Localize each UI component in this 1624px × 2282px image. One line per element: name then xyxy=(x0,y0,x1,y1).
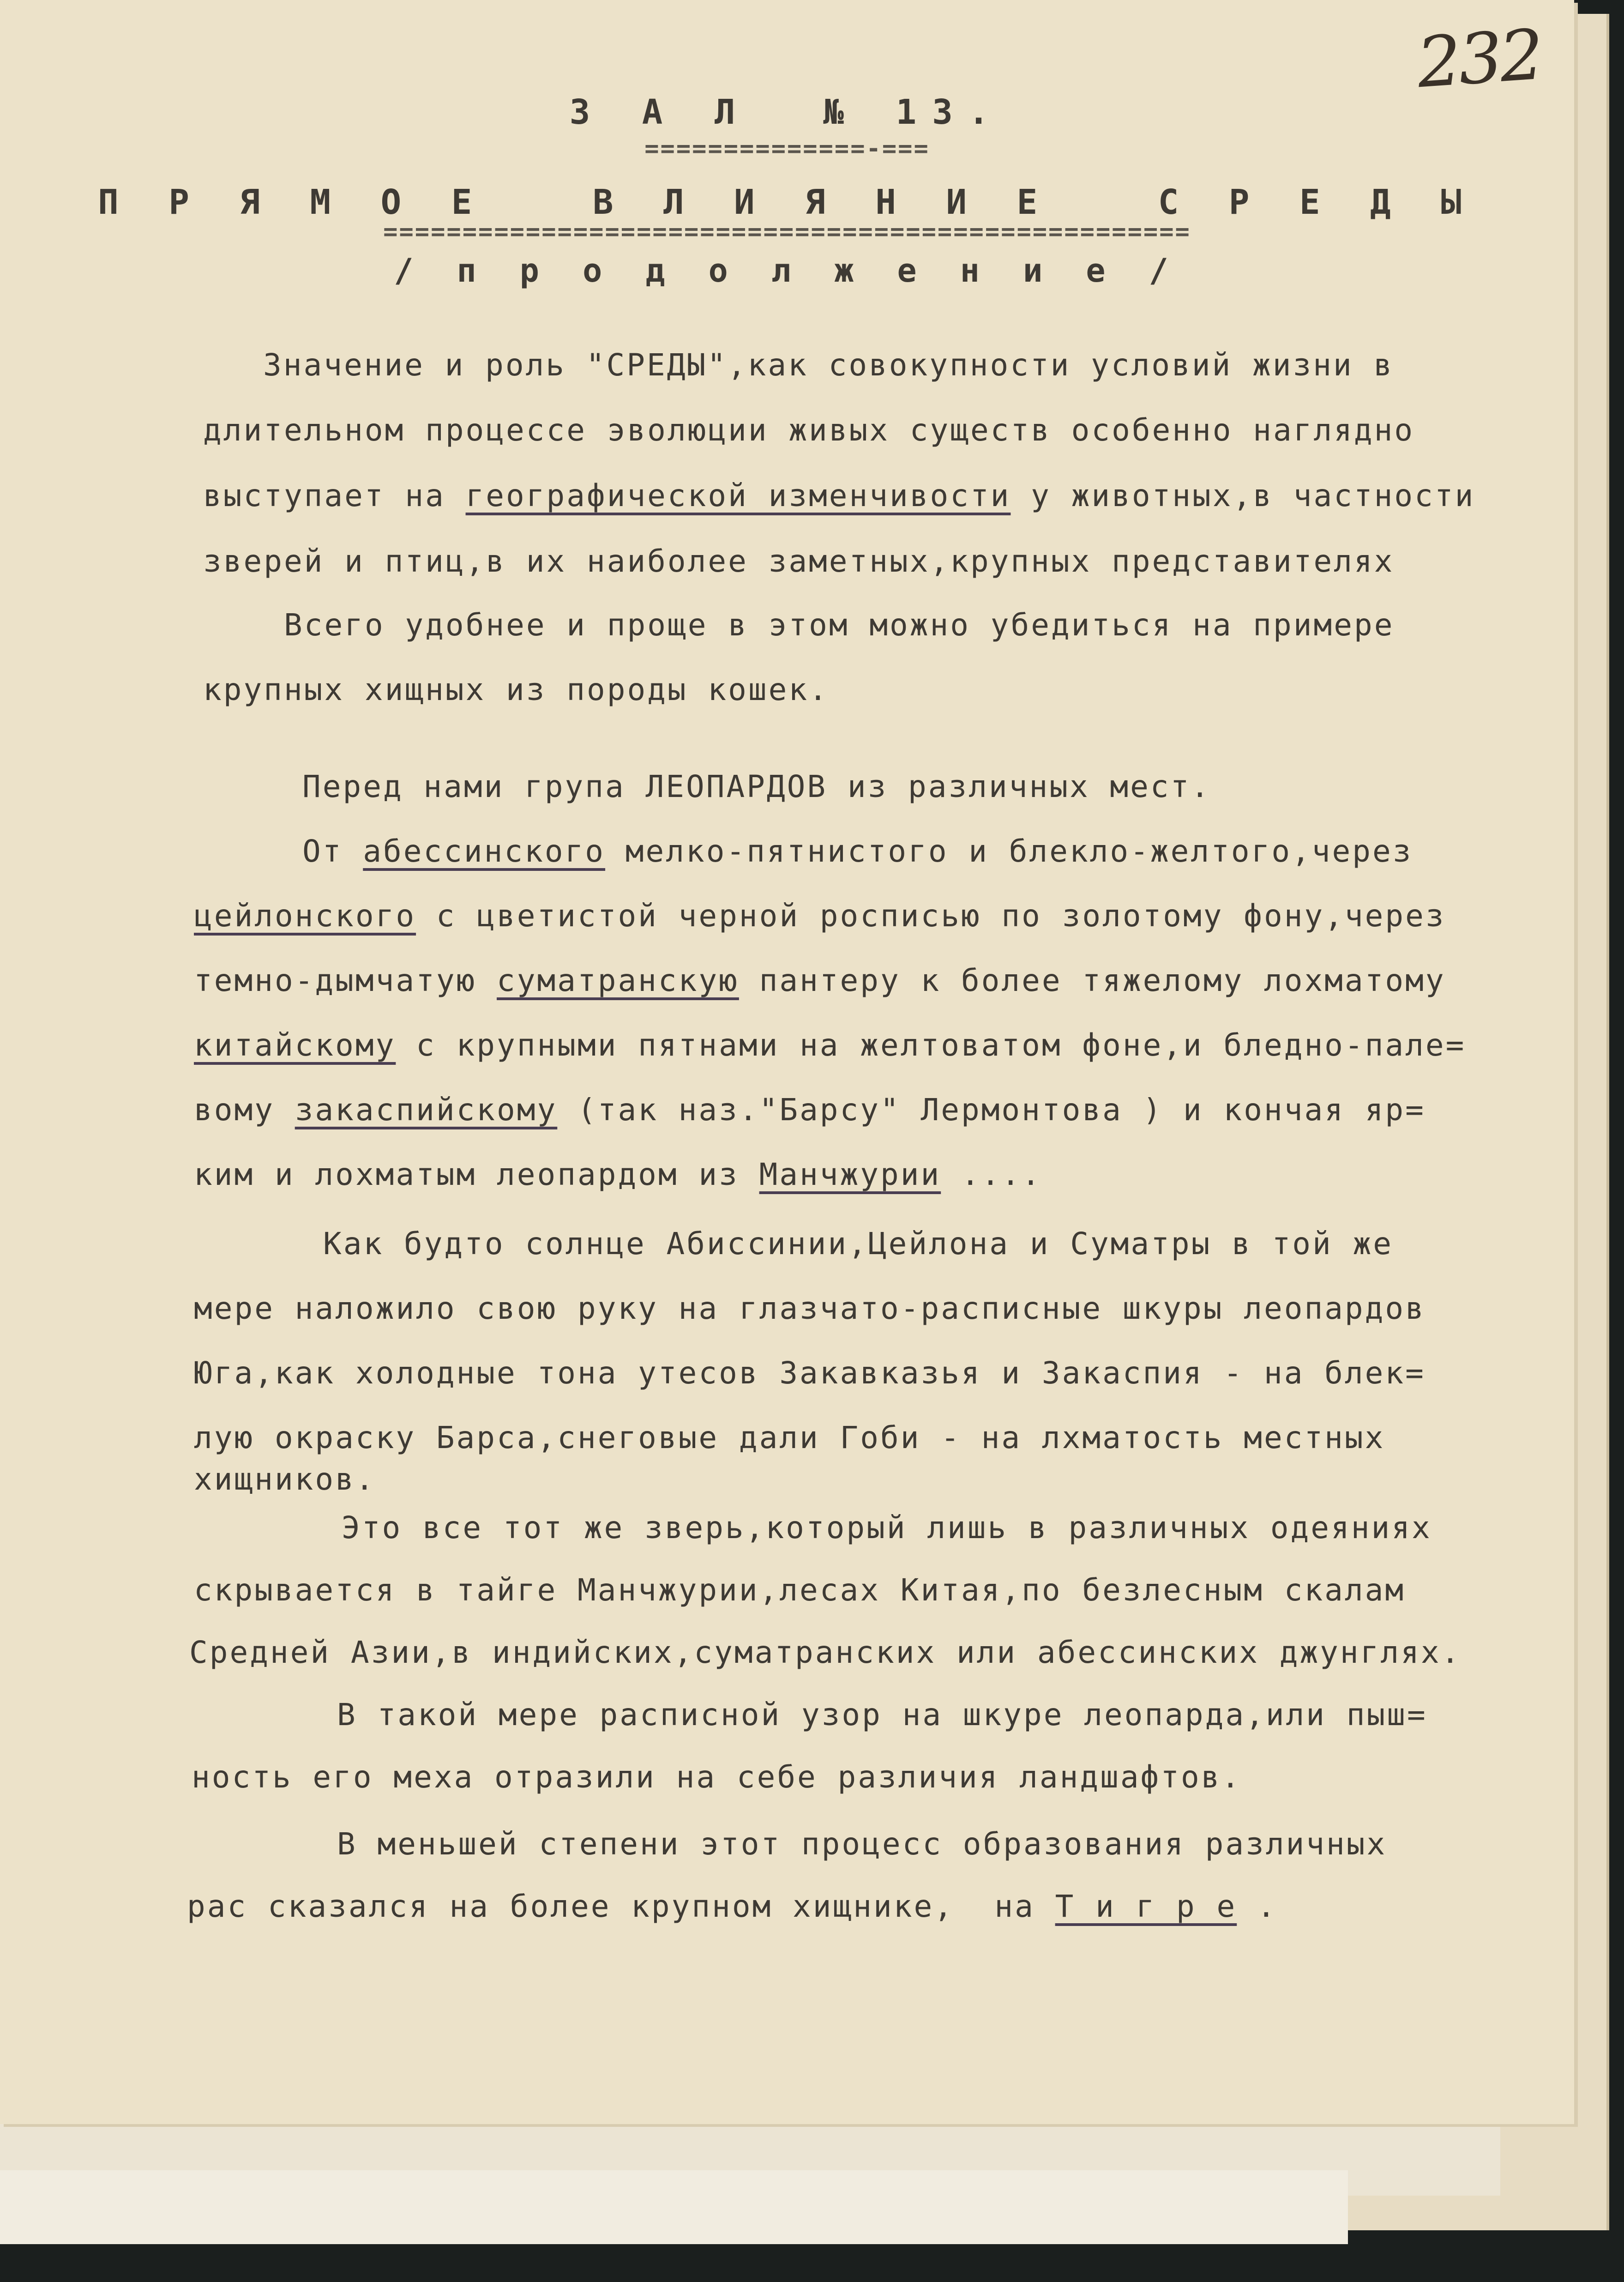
text-line xyxy=(194,1572,1405,1608)
underlined-term: закаспийскому xyxy=(295,1092,558,1128)
text-line xyxy=(194,1420,1385,1455)
line-text-tail: . xyxy=(1237,1889,1277,1924)
underlined-term: географической изменчивости xyxy=(465,478,1011,513)
text-line xyxy=(263,347,1394,383)
underlined-term: Т и г р е xyxy=(1055,1889,1237,1924)
line-text-tail: (так наз."Барсу" Лермонтова ) и кончая яр= xyxy=(557,1092,1426,1128)
line-text: зверей и птиц,в их наиболее заметных,крупных представителях xyxy=(203,543,1395,579)
line-text: скрывается в тайге Манчжурии,лесах Китая,по безлесным скалам xyxy=(194,1572,1406,1608)
text-line xyxy=(203,672,829,707)
line-text: хищников. xyxy=(194,1461,376,1497)
line-text: ким и лохматым леопардом из xyxy=(194,1157,759,1192)
text-line xyxy=(337,1826,1387,1862)
text-line xyxy=(203,412,1414,448)
line-text: От xyxy=(302,833,363,869)
line-text-tail: .... xyxy=(941,1157,1042,1192)
document-title: П Р Я М О Е В Л И Я Н И Е С Р Е Д Ы xyxy=(98,182,1476,222)
hall-title-rule: ==============-=== xyxy=(644,135,930,163)
text-line xyxy=(194,1027,1466,1063)
line-text: мере наложило свою руку на глазчато-расписные шкуры леопардов xyxy=(194,1291,1426,1326)
line-text: ность его меха отразили на себе различия ландшафтов. xyxy=(192,1759,1242,1795)
line-text-tail: пантеру к более тяжелому лохматому xyxy=(739,963,1446,998)
text-line xyxy=(342,1510,1432,1545)
text-line xyxy=(194,1157,1042,1192)
line-text-tail: с крупными пятнами на желтоватом фоне,и бледно-пале= xyxy=(396,1027,1466,1063)
line-text: В меньшей степени этот процесс образования различных xyxy=(337,1826,1387,1862)
underlined-term: суматранскую xyxy=(497,963,739,998)
text-line xyxy=(302,833,1413,869)
text-line xyxy=(302,769,1211,804)
line-text-tail: с цветистой черной росписью по золотому фону,через xyxy=(416,898,1446,934)
document-title-rule: =================================================== xyxy=(383,218,1191,246)
line-text: Всего удобнее и проще в этом можно убедиться на примере xyxy=(284,607,1395,643)
line-text: выступает на xyxy=(203,478,466,513)
document-subtitle: / п р о д о л ж е н и е / xyxy=(394,252,1180,290)
underlined-term: китайскому xyxy=(194,1027,396,1063)
text-line xyxy=(194,898,1446,934)
line-text: Как будто солнце Абиссинии,Цейлона и Суматры в той же xyxy=(323,1226,1393,1262)
line-text: Это все тот же зверь,который лишь в различных одеяниях xyxy=(342,1510,1432,1545)
text-line xyxy=(192,1759,1241,1795)
text-line xyxy=(337,1697,1427,1733)
text-line xyxy=(194,1291,1426,1326)
text-line xyxy=(203,478,1475,513)
line-text: Средней Азии,в индийских,суматранских или абессинских джунглях. xyxy=(189,1635,1462,1670)
text-line xyxy=(194,1092,1426,1128)
paper-stack-edge-lower xyxy=(0,2170,1348,2244)
text-line xyxy=(189,1635,1461,1670)
hall-title: З А Л № 13. xyxy=(569,92,1005,132)
line-text: длительном процессе эволюции живых существ особенно наглядно xyxy=(203,412,1415,448)
line-text: Перед нами група ЛЕОПАРДОВ из различных мест. xyxy=(302,769,1211,804)
text-line xyxy=(194,963,1446,998)
underlined-term: абессинского xyxy=(363,833,606,869)
line-text: Юга,как холодные тона утесов Закавказья и Закаспия - на блек= xyxy=(194,1355,1426,1391)
line-text: темно-дымчатую xyxy=(194,963,497,998)
text-line xyxy=(323,1226,1393,1262)
line-text-tail: у животных,в частности xyxy=(1010,478,1475,513)
underlined-term: Манчжурии xyxy=(759,1157,941,1192)
text-line xyxy=(187,1889,1277,1924)
line-text: вому xyxy=(194,1092,295,1128)
line-text: лую окраску Барса,снеговые дали Гоби - на лхматость местных xyxy=(194,1420,1385,1455)
line-text: Значение и роль "СРЕДЫ",как совокупности условий жизни в xyxy=(263,347,1394,383)
underlined-term: цейлонского xyxy=(194,898,416,934)
line-text: В такой мере расписной узор на шкуре леопарда,или пыш= xyxy=(337,1697,1427,1733)
line-text-tail: мелко-пятнистого и блекло-желтого,через xyxy=(605,833,1413,869)
text-line xyxy=(284,607,1394,643)
line-text: рас сказался на более крупном хищнике, на xyxy=(187,1889,1055,1924)
text-line xyxy=(203,543,1394,579)
text-line xyxy=(194,1355,1426,1391)
page-number: 232 xyxy=(1414,14,1544,104)
line-text: крупных хищных из породы кошек. xyxy=(203,672,829,707)
text-line xyxy=(194,1461,376,1497)
